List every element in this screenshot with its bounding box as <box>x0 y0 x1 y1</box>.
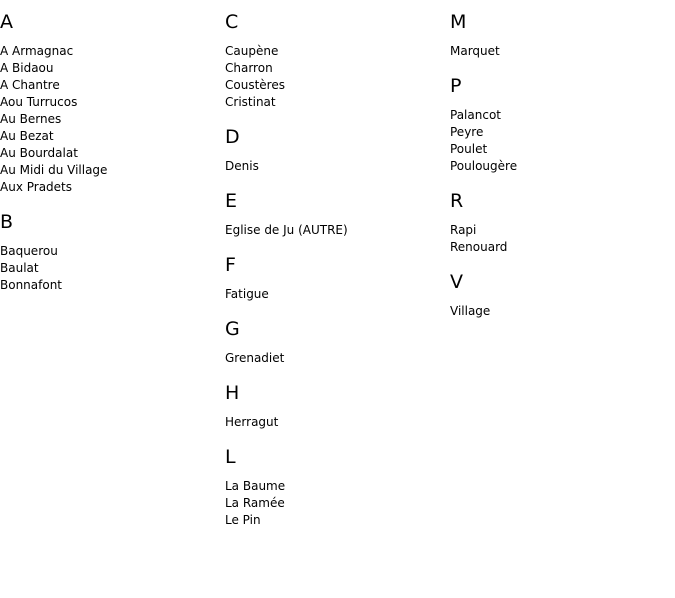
letter-heading: H <box>225 382 240 404</box>
place-link[interactable]: Poulougère <box>450 159 518 173</box>
index-column-1 <box>0 10 220 308</box>
place-link[interactable]: Au Bezat <box>0 129 54 143</box>
letter-heading: M <box>450 11 467 33</box>
entry-list <box>450 43 670 60</box>
place-link[interactable]: Baquerou <box>0 244 58 258</box>
letter-heading: A <box>0 11 13 33</box>
place-link[interactable]: Caupène <box>225 44 279 58</box>
letter-heading: L <box>225 446 236 468</box>
place-link[interactable]: A Chantre <box>0 78 60 92</box>
letter-group <box>450 270 670 320</box>
place-link[interactable]: Fatigue <box>225 287 269 301</box>
place-link[interactable]: Cristinat <box>225 95 276 109</box>
place-link[interactable]: Village <box>450 304 491 318</box>
letter-heading: F <box>225 254 236 276</box>
letter-heading: E <box>225 190 238 212</box>
letter-group <box>0 210 220 294</box>
place-link[interactable]: Eglise de Ju (AUTRE) <box>225 223 348 237</box>
place-link[interactable]: Le Pin <box>225 513 261 527</box>
place-link[interactable]: Denis <box>225 159 259 173</box>
letter-group <box>225 125 445 175</box>
place-link[interactable]: Charron <box>225 61 273 75</box>
entry-list <box>225 478 445 529</box>
place-link[interactable]: Herragut <box>225 415 279 429</box>
place-link[interactable]: Palancot <box>450 108 501 122</box>
place-link[interactable]: Renouard <box>450 240 508 254</box>
entry-list <box>225 414 445 431</box>
letter-group <box>0 10 220 196</box>
letter-heading: G <box>225 318 240 340</box>
entry-list <box>0 43 220 196</box>
letter-group <box>225 445 445 529</box>
entry-list <box>450 222 670 256</box>
place-link[interactable]: Rapi <box>450 223 477 237</box>
letter-group <box>450 10 670 60</box>
place-link[interactable]: Peyre <box>450 125 484 139</box>
letter-heading: C <box>225 11 239 33</box>
place-link[interactable]: Poulet <box>450 142 488 156</box>
entry-list <box>225 43 445 111</box>
entry-list <box>225 158 445 175</box>
entry-list <box>450 107 670 175</box>
letter-heading: V <box>450 271 463 293</box>
index-column-3 <box>450 10 670 334</box>
letter-heading: R <box>450 190 464 212</box>
entry-list <box>225 350 445 367</box>
index-column-2 <box>225 10 445 543</box>
letter-group <box>225 317 445 367</box>
place-link[interactable]: Aou Turrucos <box>0 95 78 109</box>
place-link[interactable]: La Ramée <box>225 496 285 510</box>
place-link[interactable]: A Bidaou <box>0 61 54 75</box>
letter-heading: D <box>225 126 240 148</box>
place-link[interactable]: Baulat <box>0 261 39 275</box>
place-link[interactable]: Au Bourdalat <box>0 146 78 160</box>
letter-group <box>450 189 670 256</box>
place-link[interactable]: Au Bernes <box>0 112 62 126</box>
place-link[interactable]: Bonnafont <box>0 278 63 292</box>
place-link[interactable]: Au Midi du Village <box>0 163 108 177</box>
place-link[interactable]: Aux Pradets <box>0 180 72 194</box>
place-link[interactable]: Coustères <box>225 78 285 92</box>
letter-group <box>450 74 670 175</box>
place-link[interactable]: A Armagnac <box>0 44 74 58</box>
place-link[interactable]: La Baume <box>225 479 286 493</box>
entry-list <box>225 286 445 303</box>
letter-heading: P <box>450 75 462 97</box>
letter-group <box>225 189 445 239</box>
letter-group <box>225 381 445 431</box>
letter-heading: B <box>0 211 14 233</box>
entry-list <box>225 222 445 239</box>
entry-list <box>450 303 670 320</box>
letter-group <box>225 253 445 303</box>
place-link[interactable]: Grenadiet <box>225 351 285 365</box>
letter-group <box>225 10 445 111</box>
entry-list <box>0 243 220 294</box>
place-link[interactable]: Marquet <box>450 44 500 58</box>
